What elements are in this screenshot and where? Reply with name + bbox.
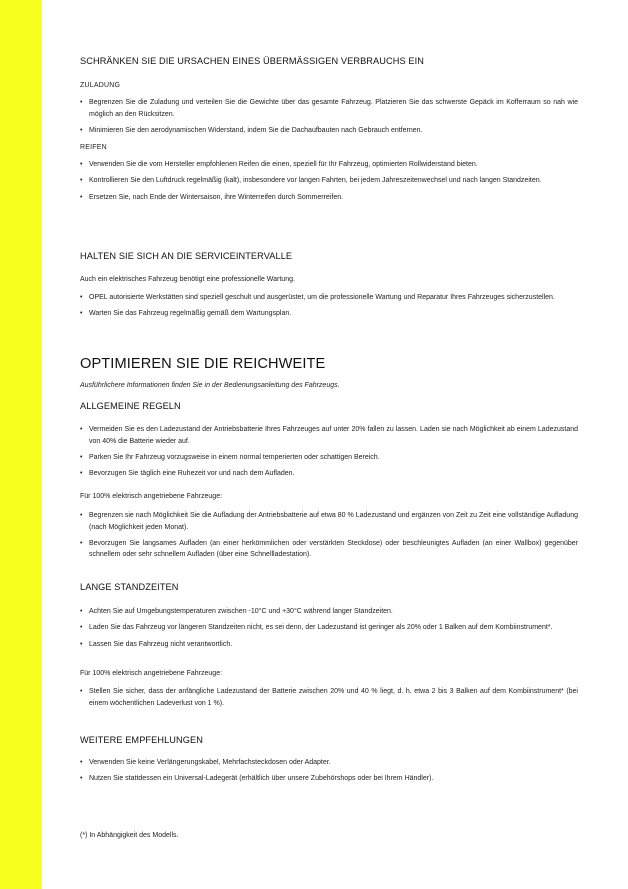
- list-item: • Nutzen Sie stattdessen ein Universal-Ladegerät (erhältlich über unsere Zubehörshops oder bei Ihrem Händler).: [80, 773, 578, 785]
- list-item: • Begrenzen Sie die Zuladung und verteilen Sie die Gewichte über das gesamte Fahrzeug. Platzieren Sie das schwerste Gepäck im Kofferraum so nah wie möglich an den Rücksitzen.: [80, 97, 578, 120]
- list-item: • Lassen Sie das Fahrzeug nicht verantwortlich.: [80, 639, 578, 651]
- page-title: OPTIMIEREN SIE DIE REICHWEITE: [80, 356, 326, 372]
- list-item: • Kontrollieren Sie den Luftdruck regelmäßig (kalt), insbesondere vor langen Fahrten, bei jedem Jahreszeitenwechsel und nach langen Standzeiten.: [80, 175, 578, 187]
- list-reifen: [80, 159, 578, 208]
- list-item: • Begrenzen sie nach Möglichkeit Sie die Aufladung der Antriebsbatterie auf etwa 80 % Ladezustand und ergänzen von Zeit zu Zeit eine vollständige Aufladung (nach Möglichkeit jeden Monat).: [80, 510, 578, 533]
- list-item: • Ersetzen Sie, nach Ende der Wintersaison, ihre Winterreifen durch Sommerreifen.: [80, 192, 578, 204]
- list-item: • Laden Sie das Fahrzeug vor längeren Standzeiten nicht, es sei denn, der Ladezustand ist geringer als 20% oder 1 Balken auf dem Kombiinstrument*.: [80, 622, 578, 634]
- list-item: • Minimieren Sie den aerodynamischen Widerstand, indem Sie die Dachaufbauten nach Gebrauch entfernen.: [80, 125, 578, 137]
- list-item: • Bevorzugen Sie täglich eine Ruhezeit vor und nach dem Aufladen.: [80, 468, 578, 480]
- ev-label: Für 100% elektrisch angetriebene Fahrzeuge:: [80, 670, 223, 677]
- list-item: • Bevorzugen Sie langsames Aufladen (an einer herkömmlichen oder verstärkten Steckdose) oder beschleunigtes Aufladen (an einer Wallbox) gegenüber schnellem oder sehr schnellem Aufladen (über eine Schnellladestation).: [80, 538, 578, 561]
- intro-text: Auch ein elektrisches Fahrzeug benötigt eine professionelle Wartung.: [80, 276, 295, 283]
- ev-label: Für 100% elektrisch angetriebene Fahrzeuge:: [80, 493, 223, 500]
- subheading-zuladung: ZULADUNG: [80, 82, 121, 89]
- section-title-allgemein: ALLGEMEINE REGELN: [80, 401, 181, 411]
- list-item: • OPEL autorisierte Werkstätten sind speziell geschult und ausgerüstet, um die professionelle Wartung und Reparatur Ihres Fahrzeuges sicherzustellen.: [80, 292, 578, 304]
- section-title-weitere: WEITERE EMPFEHLUNGEN: [80, 735, 203, 745]
- list-allgemein-ev: [80, 510, 578, 566]
- section-title-serviceintervalle: HALTEN SIE SICH AN DIE SERVICEINTERVALLE: [80, 251, 293, 261]
- footnote: (*) In Abhängigkeit des Modells.: [80, 832, 179, 839]
- list-service: [80, 292, 578, 325]
- list-item: • Achten Sie auf Umgebungstemperaturen zwischen -10°C und +30°C während langer Standzeiten.: [80, 606, 578, 618]
- list-allgemein: [80, 424, 578, 484]
- accent-stripe: [0, 0, 42, 889]
- list-zuladung: [80, 97, 578, 141]
- list-item: • Parken Sie Ihr Fahrzeug vorzugsweise in einem normal temperierten oder schattigen Bereich.: [80, 452, 578, 464]
- subheading-reifen: REIFEN: [80, 144, 107, 151]
- page-subtitle: Ausführlichere Informationen finden Sie in der Bedienungsanleitung des Fahrzeugs.: [80, 382, 340, 389]
- list-weitere: [80, 757, 578, 790]
- list-item: • Verwenden Sie keine Verlängerungskabel, Mehrfachsteckdosen oder Adapter.: [80, 757, 578, 769]
- list-standzeiten-ev: [80, 686, 578, 714]
- list-item: • Vermeiden Sie es den Ladezustand der Antriebsbatterie Ihres Fahrzeuges auf unter 20% fallen zu lassen. Laden sie nach Möglichkeit ab einem Ladezustand von 40% die Batterie wieder auf.: [80, 424, 578, 447]
- section-title-standzeiten: LANGE STANDZEITEN: [80, 582, 179, 592]
- list-item: • Stellen Sie sicher, dass der anfängliche Ladezustand der Batterie zwischen 20% und 40 % liegt, d. h. etwa 2 bis 3 Balken auf dem Kombiinstrument* (bei einem wöchentlichen Ladeverlust von 1 %).: [80, 686, 578, 709]
- list-item: • Warten Sie das Fahrzeug regelmäßig gemäß dem Wartungsplan.: [80, 308, 578, 320]
- list-item: • Verwenden Sie die vom Hersteller empfohlenen Reifen die einen, speziell für Ihr Fahrzeug, optimierten Rollwiderstand bieten.: [80, 159, 578, 171]
- list-standzeiten: [80, 606, 578, 655]
- section-title-verbrauch: SCHRÄNKEN SIE DIE URSACHEN EINES ÜBERMÄSSIGEN VERBRAUCHS EIN: [80, 56, 424, 66]
